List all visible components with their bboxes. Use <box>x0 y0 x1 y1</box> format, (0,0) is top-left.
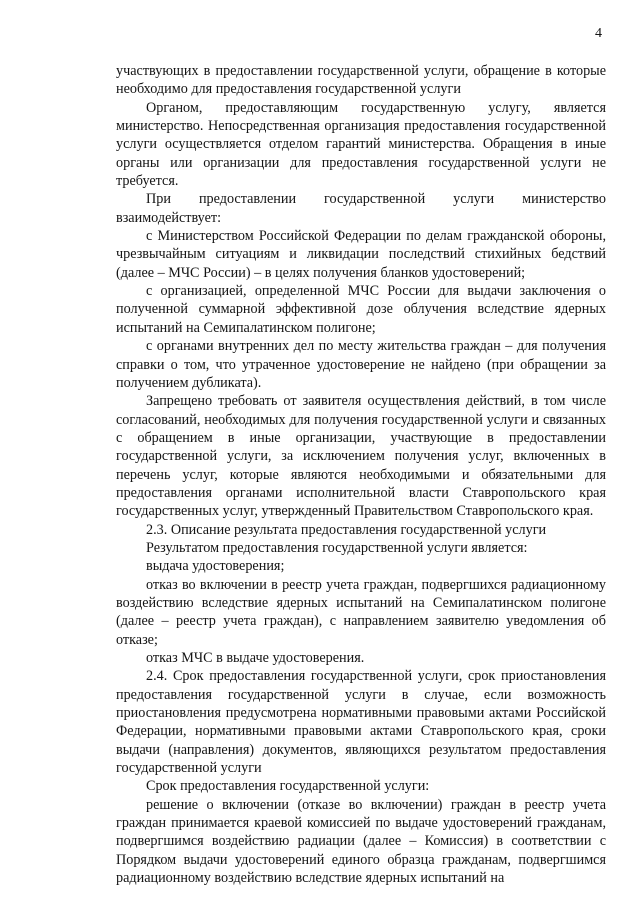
document-body <box>116 62 606 887</box>
paragraph: с Министерством Российской Федерации по делам гражданской обороны, чрезвычайным ситуациям и ликвидации последствий стихийных бедствий (далее – МЧС России) – в целях получения бланков удостоверений; <box>116 228 606 281</box>
section-heading: 2.4. Срок предоставления государственной услуги, срок приостановления предоставления государственной услуги в случае, если возможность приостановления предусмотрена нормативными правовыми актами Российской Федерации, нормативными правовыми актами Ставропольского края, сроки выдачи (направления) документов, являющихся результатом предоставления государственной услуги <box>116 668 606 777</box>
list-item: отказ во включении в реестр учета граждан, подвергшихся радиационному воздействию вследствие ядерных испытаний на Семипалатинском полигоне (далее – реестр учета граждан), с направлением заявителю уведомления об отказе; <box>116 576 606 648</box>
paragraph: При предоставлении государственной услуги министерство взаимодействует: <box>116 191 606 226</box>
paragraph: Органом, предоставляющим государственную услугу, является министерство. Непосредственная организация предоставления государственной услуги осуществляется отделом гарантий министерства. Обращения в иные органы или организации для предоставления государственной услуги не требуется. <box>116 99 606 190</box>
paragraph: с органами внутренних дел по месту жительства граждан – для получения справки о том, что утраченное удостоверение не найдено (при обращении за получением дубликата). <box>116 338 606 391</box>
list-item: выдача удостоверения; <box>146 558 285 575</box>
paragraph: с организацией, определенной МЧС России для выдачи заключения о полученной суммарной эффективной дозе облучения вследствие ядерных испытаний на Семипалатинском полигоне; <box>116 283 606 336</box>
section-heading: 2.3. Описание результата предоставления государственной услуги <box>146 521 547 538</box>
paragraph: решение о включении (отказе во включении) граждан в реестр учета граждан принимается краевой комиссией по выдаче удостоверений гражданам, подвергшимся воздействию радиации (далее – Комиссия) в соответствии с Порядком выдачи удостоверений единого образца гражданам, подвергшимся радиационному воздействию вследствие ядерных испытаний на <box>116 796 606 887</box>
paragraph: Результатом предоставления государственной услуги является: <box>146 539 528 556</box>
list-item: отказ МЧС в выдаче удостоверения. <box>146 650 365 666</box>
paragraph: Запрещено требовать от заявителя осуществления действий, в том числе согласований, необходимых для получения государственной услуги и связанных с обращением в иные организации, участвующие в предоставлении государственной услуги, за исключением получения услуг, включенных в перечень услуг, которые являются необходимыми и обязательными для предоставления органами исполнительной власти Ставропольского края государственных услуг, утвержденный Правительством Ставропольского края. <box>116 393 606 520</box>
page-number: 4 <box>595 26 602 41</box>
paragraph: Срок предоставления государственной услуги: <box>146 778 430 795</box>
paragraph: участвующих в предоставлении государственной услуги, обращение в которые необходимо для предоставления государственной услуги <box>116 63 606 98</box>
